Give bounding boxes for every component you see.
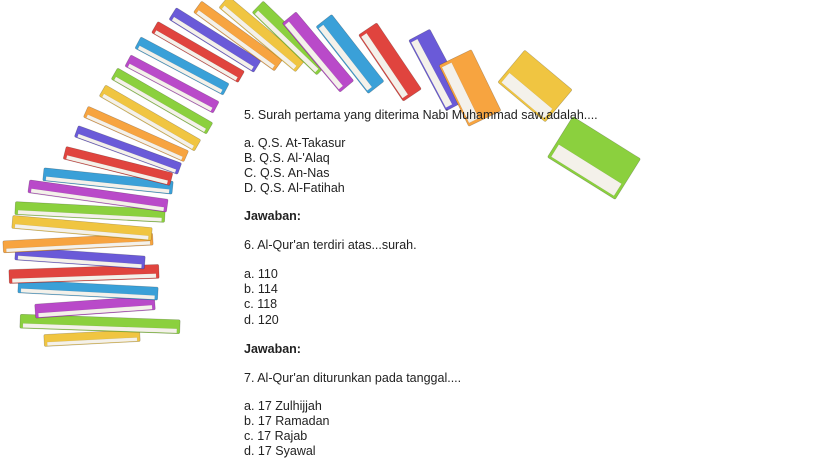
question-6: 6. Al-Qur'an terdiri atas...surah.: [244, 238, 417, 252]
question-5: 5. Surah pertama yang diterima Nabi Muhammad saw.adalah....: [244, 108, 598, 122]
q5-option-c: C. Q.S. An-Nas: [244, 166, 330, 180]
q7-option-c: c. 17 Rajab: [244, 429, 308, 443]
q6-option-d: d. 120: [244, 313, 279, 327]
q5-option-b: B. Q.S. Al-'Alaq: [244, 151, 330, 165]
q7-option-d: d. 17 Syawal: [244, 444, 316, 458]
q7-option-b: b. 17 Ramadan: [244, 414, 330, 428]
q6-option-c: c. 118: [244, 297, 278, 311]
book-30: [547, 116, 640, 199]
q5-option-d: D. Q.S. Al-Fatihah: [244, 181, 345, 195]
question-7: 7. Al-Qur'an diturunkan pada tanggal....: [244, 371, 462, 385]
q5-option-a: a. Q.S. At-Takasur: [244, 136, 346, 150]
q6-option-a: a. 110: [244, 267, 278, 281]
q6-answer-label: Jawaban:: [244, 342, 301, 356]
q6-option-b: b. 114: [244, 282, 278, 296]
q7-option-a: a. 17 Zulhijjah: [244, 399, 322, 413]
q5-answer-label: Jawaban:: [244, 209, 301, 223]
book-4: [18, 280, 158, 300]
